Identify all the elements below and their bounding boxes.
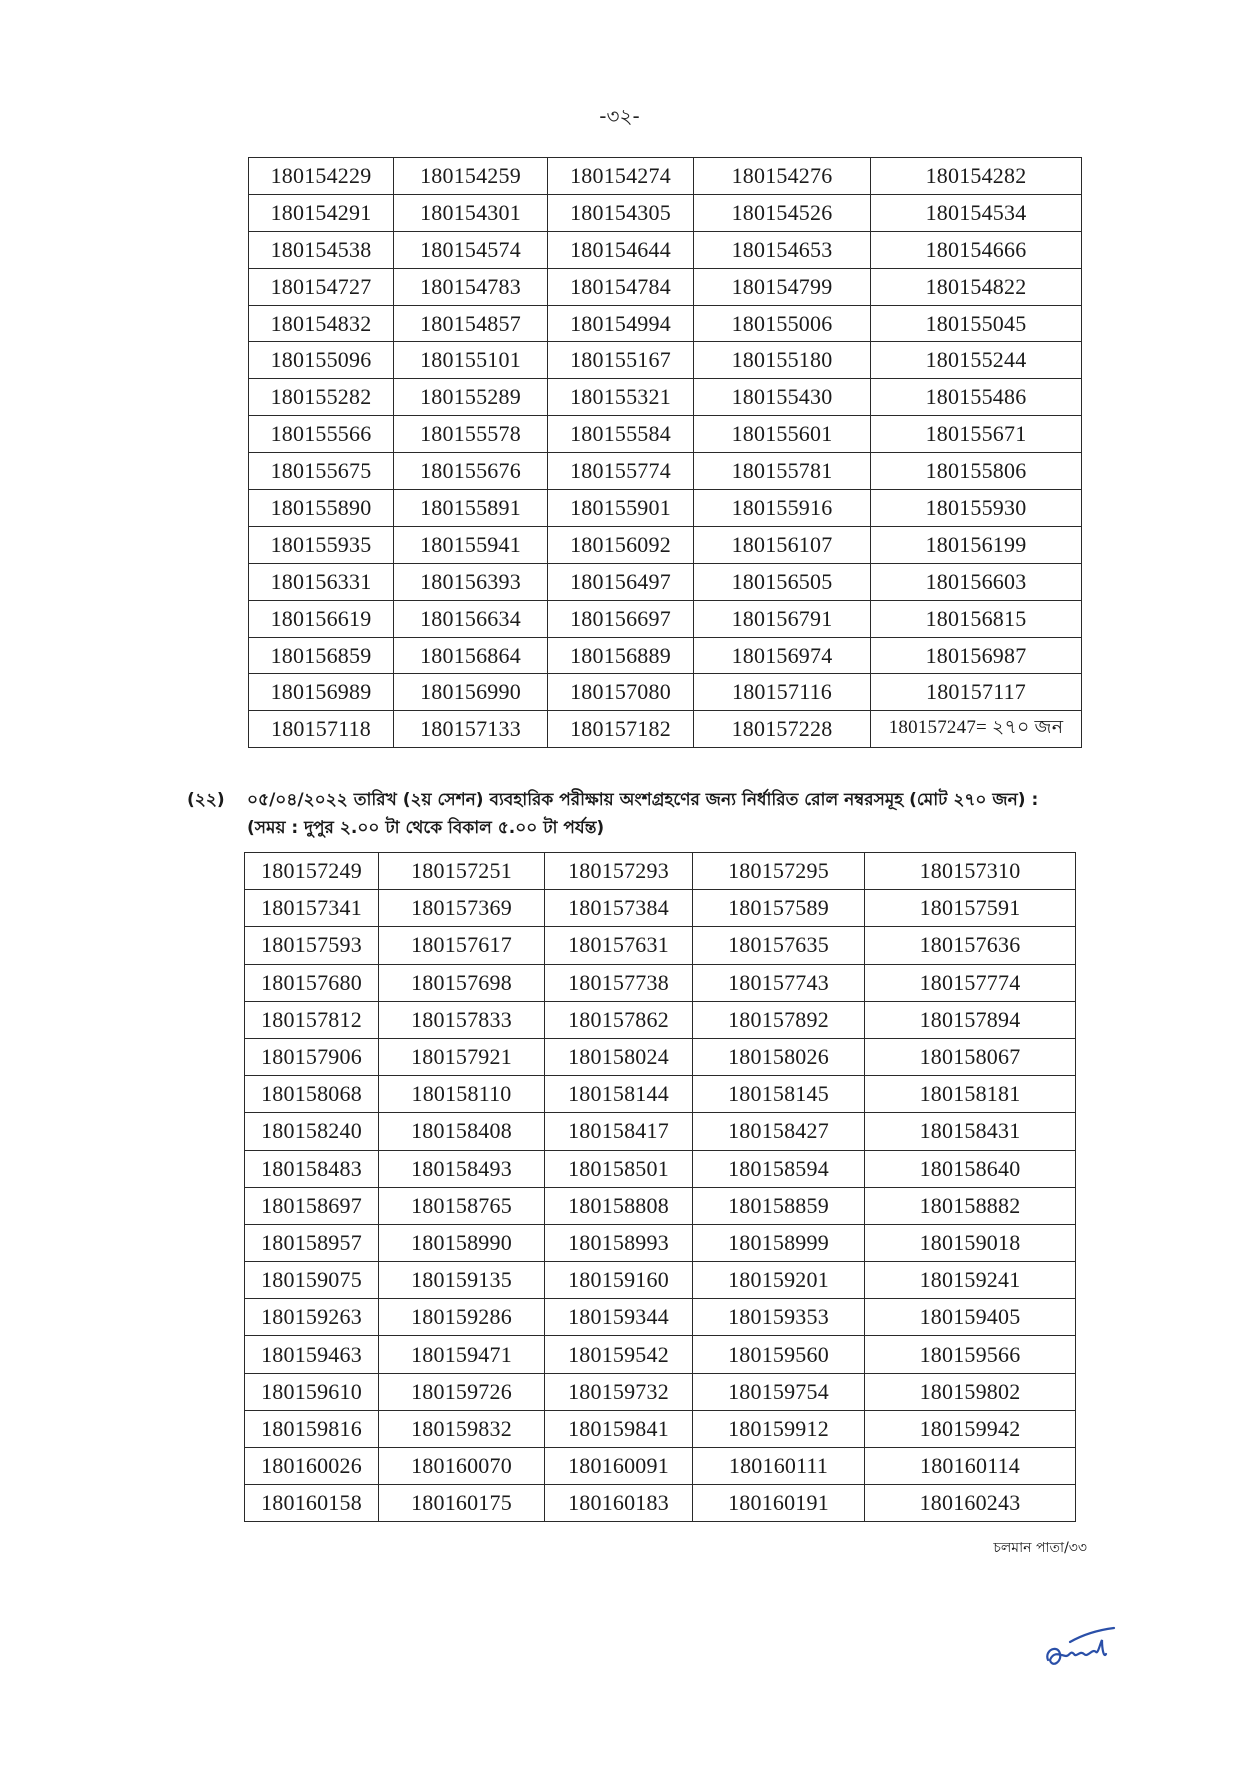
roll-number-cell: 180154727 <box>249 268 394 305</box>
roll-number-cell: 180160243 <box>865 1485 1076 1522</box>
roll-number-cell: 180155006 <box>694 305 871 342</box>
roll-number-cell: 180158408 <box>379 1113 545 1150</box>
table-row <box>249 674 1082 711</box>
table-row <box>249 711 1082 748</box>
roll-number-cell: 180159263 <box>245 1299 379 1336</box>
roll-number-cell: 180155601 <box>694 416 871 453</box>
table-row <box>245 964 1076 1001</box>
table-row <box>245 927 1076 964</box>
roll-number-cell: 180158765 <box>379 1187 545 1224</box>
roll-table-body <box>249 158 1082 748</box>
roll-number-cell: 180160114 <box>865 1448 1076 1485</box>
roll-number-cell: 180154229 <box>249 158 394 195</box>
roll-number-cell: 180155935 <box>249 526 394 563</box>
roll-number-cell: 180154784 <box>548 268 694 305</box>
table-row <box>245 1410 1076 1447</box>
roll-number-cell: 180159463 <box>245 1336 379 1373</box>
section-time-note: (সময় : দুপুর ২.০০ টা থেকে বিকাল ৫.০০ টা পর্যন্ত) <box>247 818 605 838</box>
roll-number-cell: 180157341 <box>245 890 379 927</box>
roll-number-cell: 180159353 <box>693 1299 865 1336</box>
signature-icon <box>1040 1620 1120 1680</box>
roll-number-cell: 180159160 <box>545 1262 693 1299</box>
roll-table-session-21 <box>248 157 1082 748</box>
roll-number-cell: 180157182 <box>548 711 694 748</box>
roll-number-cell: 180157617 <box>379 927 545 964</box>
roll-number-cell: 180154832 <box>249 305 394 342</box>
roll-number-cell: 180155930 <box>871 490 1082 527</box>
roll-number-cell: 180154305 <box>548 194 694 231</box>
roll-number-cell: 180159841 <box>545 1410 693 1447</box>
roll-number-cell: 180159241 <box>865 1262 1076 1299</box>
roll-number-cell: 180156990 <box>394 674 548 711</box>
roll-number-cell: 180159471 <box>379 1336 545 1373</box>
roll-number-cell: 180158640 <box>865 1150 1076 1187</box>
roll-number-cell: 180158026 <box>693 1038 865 1075</box>
roll-number-cell: 180158493 <box>379 1150 545 1187</box>
roll-number-cell: 180157228 <box>694 711 871 748</box>
roll-number-cell: 180159405 <box>865 1299 1076 1336</box>
roll-number-cell: 180157593 <box>245 927 379 964</box>
roll-number-cell: 180157774 <box>865 964 1076 1001</box>
roll-number-cell: 180157631 <box>545 927 693 964</box>
roll-number-cell: 180155941 <box>394 526 548 563</box>
roll-number-cell: 180158431 <box>865 1113 1076 1150</box>
roll-number-cell: 180159542 <box>545 1336 693 1373</box>
table-row <box>249 268 1082 305</box>
roll-number-cell: 180156199 <box>871 526 1082 563</box>
roll-number-cell: 180158067 <box>865 1038 1076 1075</box>
roll-number-cell: 180159286 <box>379 1299 545 1336</box>
roll-number-cell: 180157921 <box>379 1038 545 1075</box>
roll-number-cell: 180158501 <box>545 1150 693 1187</box>
table-row <box>245 853 1076 890</box>
roll-number-cell: 180157310 <box>865 853 1076 890</box>
roll-number-cell: 180154994 <box>548 305 694 342</box>
roll-number-cell: 180155891 <box>394 490 548 527</box>
table-row <box>245 1336 1076 1373</box>
roll-number-cell: 180154666 <box>871 231 1082 268</box>
roll-number-cell: 180159018 <box>865 1224 1076 1261</box>
roll-number-cell: 180155901 <box>548 490 694 527</box>
roll-number-cell: 180158427 <box>693 1113 865 1150</box>
roll-table-body <box>245 853 1076 1522</box>
table-row <box>245 1299 1076 1336</box>
roll-number-cell: 180155675 <box>249 453 394 490</box>
page-number: -৩২- <box>599 104 640 128</box>
table-row <box>249 416 1082 453</box>
roll-number-cell: 180155289 <box>394 379 548 416</box>
roll-number-cell: 180154799 <box>694 268 871 305</box>
roll-number-cell: 180155282 <box>249 379 394 416</box>
roll-number-cell: 180158181 <box>865 1076 1076 1113</box>
roll-number-cell: 180156974 <box>694 637 871 674</box>
roll-number-cell: 180157384 <box>545 890 693 927</box>
roll-number-cell: 180156987 <box>871 637 1082 674</box>
roll-number-cell: 180155566 <box>249 416 394 453</box>
table-row <box>249 637 1082 674</box>
roll-number-cell: 180160183 <box>545 1485 693 1522</box>
roll-number-cell: 180156791 <box>694 600 871 637</box>
roll-number-cell: 180157293 <box>545 853 693 890</box>
roll-number-cell: 180157249 <box>245 853 379 890</box>
roll-number-cell: 180158068 <box>245 1076 379 1113</box>
roll-number-cell: 180154526 <box>694 194 871 231</box>
roll-number-cell: 180158882 <box>865 1187 1076 1224</box>
roll-number-cell: 180157251 <box>379 853 545 890</box>
roll-number-cell: 180157133 <box>394 711 548 748</box>
roll-number-cell: 180159754 <box>693 1373 865 1410</box>
roll-number-cell: 180156859 <box>249 637 394 674</box>
roll-number-cell: 180155774 <box>548 453 694 490</box>
roll-number-cell: 180157862 <box>545 1001 693 1038</box>
continued-page-note: চলমান পাতা/৩৩ <box>993 1540 1087 1556</box>
roll-number-cell: 180155676 <box>394 453 548 490</box>
roll-number-cell: 180155321 <box>548 379 694 416</box>
roll-number-cell: 180158957 <box>245 1224 379 1261</box>
roll-number-cell: 180157117 <box>871 674 1082 711</box>
roll-number-cell: 180157738 <box>545 964 693 1001</box>
roll-number-cell: 180156107 <box>694 526 871 563</box>
roll-number-cell: 180159726 <box>379 1373 545 1410</box>
roll-number-cell: 180158110 <box>379 1076 545 1113</box>
roll-number-cell: 180156864 <box>394 637 548 674</box>
roll-number-cell: 180159610 <box>245 1373 379 1410</box>
roll-number-cell: 180160070 <box>379 1448 545 1485</box>
roll-number-cell: 180154274 <box>548 158 694 195</box>
roll-number-cell: 180158024 <box>545 1038 693 1075</box>
roll-number-cell: 180157892 <box>693 1001 865 1038</box>
table-row <box>245 1038 1076 1075</box>
roll-number-cell: 180157080 <box>548 674 694 711</box>
roll-number-cell: 180157636 <box>865 927 1076 964</box>
roll-number-cell: 180159832 <box>379 1410 545 1447</box>
roll-number-cell: 180158993 <box>545 1224 693 1261</box>
roll-number-cell: 180154291 <box>249 194 394 231</box>
roll-number-cell: 180154534 <box>871 194 1082 231</box>
roll-number-cell: 180157698 <box>379 964 545 1001</box>
roll-number-cell: 180154857 <box>394 305 548 342</box>
section-number: (২২) <box>187 790 225 810</box>
table-row <box>249 490 1082 527</box>
roll-number-cell: 180159566 <box>865 1336 1076 1373</box>
table-row <box>249 453 1082 490</box>
table-row <box>249 194 1082 231</box>
roll-number-cell: 180156331 <box>249 563 394 600</box>
roll-number-cell: 180157118 <box>249 711 394 748</box>
roll-number-cell: 180157247= ২৭০ জন <box>871 711 1082 748</box>
roll-number-cell: 180159942 <box>865 1410 1076 1447</box>
roll-number-cell: 180155096 <box>249 342 394 379</box>
table-row <box>245 1187 1076 1224</box>
roll-number-cell: 180158483 <box>245 1150 379 1187</box>
roll-number-cell: 180157295 <box>693 853 865 890</box>
table-row <box>245 1113 1076 1150</box>
table-row <box>245 1262 1076 1299</box>
roll-number-cell: 180160158 <box>245 1485 379 1522</box>
table-row <box>245 1150 1076 1187</box>
roll-number-cell: 180159912 <box>693 1410 865 1447</box>
roll-number-cell: 180159816 <box>245 1410 379 1447</box>
roll-number-cell: 180156697 <box>548 600 694 637</box>
roll-number-cell: 180157591 <box>865 890 1076 927</box>
roll-number-cell: 180157833 <box>379 1001 545 1038</box>
roll-number-cell: 180158859 <box>693 1187 865 1224</box>
roll-number-cell: 180154259 <box>394 158 548 195</box>
roll-number-cell: 180160191 <box>693 1485 865 1522</box>
roll-number-cell: 180158808 <box>545 1187 693 1224</box>
table-row <box>249 526 1082 563</box>
roll-number-cell: 180155781 <box>694 453 871 490</box>
table-row <box>245 1001 1076 1038</box>
roll-number-cell: 180157369 <box>379 890 545 927</box>
roll-number-cell: 180160175 <box>379 1485 545 1522</box>
roll-number-cell: 180155578 <box>394 416 548 453</box>
roll-number-cell: 180157680 <box>245 964 379 1001</box>
roll-number-cell: 180154574 <box>394 231 548 268</box>
roll-number-cell: 180154644 <box>548 231 694 268</box>
table-row <box>245 1076 1076 1113</box>
roll-number-cell: 180157743 <box>693 964 865 1001</box>
roll-number-cell: 180160026 <box>245 1448 379 1485</box>
roll-number-cell: 180156092 <box>548 526 694 563</box>
roll-number-cell: 180158999 <box>693 1224 865 1261</box>
roll-number-cell: 180158990 <box>379 1224 545 1261</box>
table-row <box>249 305 1082 342</box>
roll-number-cell: 180159201 <box>693 1262 865 1299</box>
table-row <box>249 342 1082 379</box>
roll-number-cell: 180154301 <box>394 194 548 231</box>
roll-number-cell: 180155584 <box>548 416 694 453</box>
roll-number-cell: 180158144 <box>545 1076 693 1113</box>
roll-number-cell: 180159732 <box>545 1373 693 1410</box>
roll-table-session-22 <box>244 852 1076 1522</box>
roll-number-cell: 180155180 <box>694 342 871 379</box>
roll-number-cell: 180157589 <box>693 890 865 927</box>
roll-number-cell: 180155101 <box>394 342 548 379</box>
roll-number-cell: 180155045 <box>871 305 1082 342</box>
roll-number-cell: 180154783 <box>394 268 548 305</box>
table-row <box>249 379 1082 416</box>
roll-number-cell: 180155486 <box>871 379 1082 416</box>
roll-number-cell: 180157812 <box>245 1001 379 1038</box>
table-row <box>245 1224 1076 1261</box>
roll-number-cell: 180155244 <box>871 342 1082 379</box>
table-row <box>245 1485 1076 1522</box>
roll-number-cell: 180155890 <box>249 490 394 527</box>
roll-number-cell: 180155806 <box>871 453 1082 490</box>
roll-number-cell: 180157894 <box>865 1001 1076 1038</box>
roll-number-cell: 180158697 <box>245 1187 379 1224</box>
roll-number-cell: 180156603 <box>871 563 1082 600</box>
roll-number-cell: 180154653 <box>694 231 871 268</box>
roll-number-cell: 180155916 <box>694 490 871 527</box>
roll-number-cell: 180156497 <box>548 563 694 600</box>
roll-number-cell: 180155430 <box>694 379 871 416</box>
roll-number-cell: 180159802 <box>865 1373 1076 1410</box>
roll-number-cell: 180158417 <box>545 1113 693 1150</box>
roll-number-cell: 180156889 <box>548 637 694 674</box>
roll-number-cell: 180157116 <box>694 674 871 711</box>
roll-number-cell: 180155671 <box>871 416 1082 453</box>
roll-number-cell: 180157635 <box>693 927 865 964</box>
roll-number-cell: 180159135 <box>379 1262 545 1299</box>
roll-number-cell: 180157906 <box>245 1038 379 1075</box>
roll-number-cell: 180154276 <box>694 158 871 195</box>
roll-number-cell: 180154282 <box>871 158 1082 195</box>
roll-number-cell: 180160091 <box>545 1448 693 1485</box>
roll-number-cell: 180158145 <box>693 1076 865 1113</box>
table-row <box>249 600 1082 637</box>
roll-number-cell: 180156815 <box>871 600 1082 637</box>
roll-number-cell: 180158594 <box>693 1150 865 1187</box>
roll-number-cell: 180156989 <box>249 674 394 711</box>
roll-number-cell: 180159344 <box>545 1299 693 1336</box>
roll-number-cell: 180159075 <box>245 1262 379 1299</box>
roll-number-cell: 180158240 <box>245 1113 379 1150</box>
roll-number-cell: 180155167 <box>548 342 694 379</box>
roll-number-cell: 180160111 <box>693 1448 865 1485</box>
roll-number-cell: 180156505 <box>694 563 871 600</box>
table-row <box>245 1373 1076 1410</box>
table-row <box>249 158 1082 195</box>
roll-number-cell: 180154538 <box>249 231 394 268</box>
roll-number-cell: 180156634 <box>394 600 548 637</box>
table-row <box>245 890 1076 927</box>
roll-number-cell: 180154822 <box>871 268 1082 305</box>
table-row <box>249 231 1082 268</box>
table-row <box>249 563 1082 600</box>
roll-number-cell: 180156393 <box>394 563 548 600</box>
section-heading: ০৫/০৪/২০২২ তারিখ (২য় সেশন) ব্যবহারিক পরীক্ষায় অংশগ্রহণের জন্য নির্ধারিত রোল নম্বরসমূহ (মোট ২৭০ জন) : <box>247 790 1039 810</box>
table-row <box>245 1448 1076 1485</box>
roll-number-cell: 180159560 <box>693 1336 865 1373</box>
roll-number-cell: 180156619 <box>249 600 394 637</box>
